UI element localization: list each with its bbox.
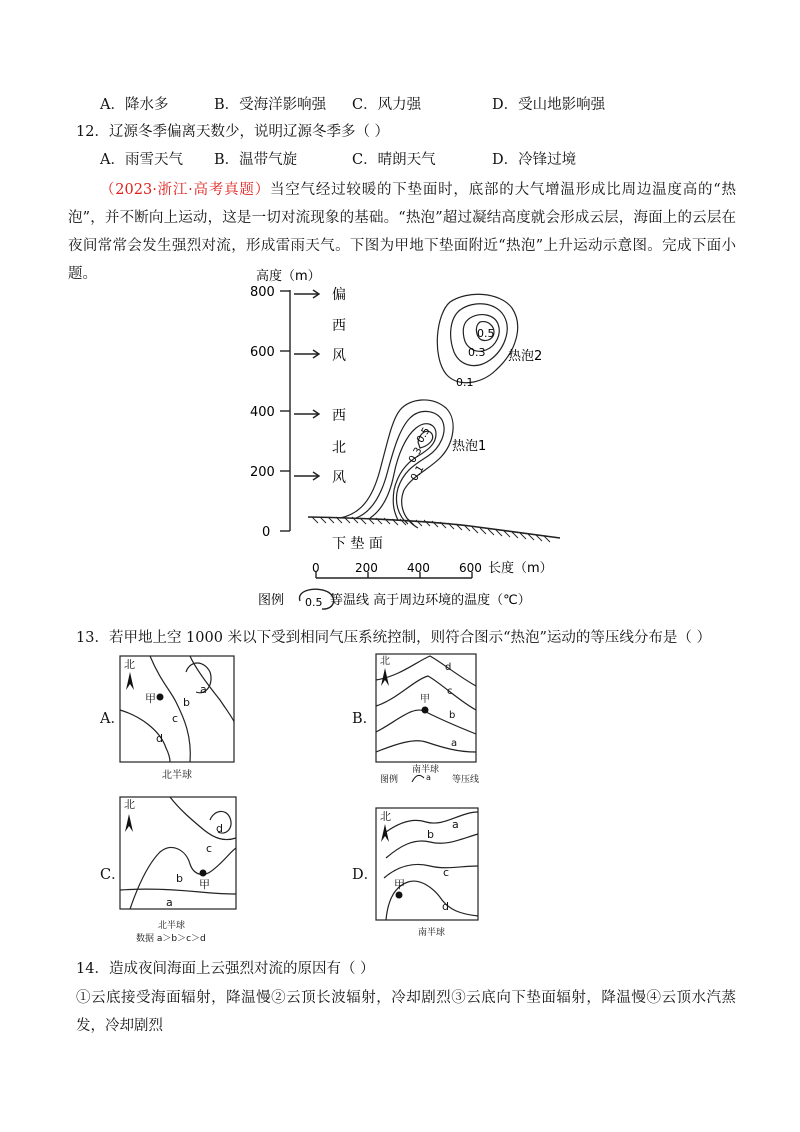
map-a-iso-d: d [156, 732, 163, 745]
map-a-caption: 北半球 [162, 770, 192, 781]
map-a-iso-a: a [200, 683, 207, 696]
q13-option-d: D． [352, 867, 379, 883]
y-tick-400: 400 [250, 405, 275, 420]
wind-lower-3: 风 [332, 470, 346, 486]
b2-iso-01: 0.1 [456, 376, 474, 389]
b2-iso-05: 0.5 [477, 327, 495, 340]
bubble-1-isotherms [340, 400, 453, 528]
map-c-iso-c: c [206, 842, 213, 855]
x-tick-400: 400 [407, 561, 430, 575]
map-d-iso-c: c [443, 866, 450, 879]
map-b-iso-d: d [445, 662, 452, 673]
bubble-2-label: 热泡2 [508, 349, 543, 364]
map-d-jia: 甲 [394, 878, 405, 891]
map-c-note: 数据 a＞b＞c＞d [136, 934, 206, 944]
map-b-legend: 图例 [380, 775, 399, 785]
map-c-iso-a: a [166, 896, 173, 909]
q13-stem: 13．若甲地上空 1000 米以下受到相同气压系统控制，则符合图示“热泡”运动的等压线分布是（ ） [76, 630, 712, 646]
map-c-iso-b: b [176, 872, 183, 885]
legend-text: 等温线 高于周边环境的温度（℃） [330, 593, 531, 608]
intro-text: 当空气经过较暖的下垫面时，底部的大气增温形成比周边温度高的“热泡”，并不断向上运动，这是一切对流现象的基础。“热泡”超过凝结高度就会形成云层，海面上的云层在夜间常常会发生强烈对流，形成雷雨天气。下图为甲地下垫面附近“热泡”上升运动示意图。完成下面小题。 [68, 182, 736, 282]
map-a-iso-b: b [183, 696, 190, 709]
q12-option-d: D．冷锋过境 [492, 152, 577, 168]
y-tick-0: 0 [262, 525, 271, 540]
map-c-north: 北 [124, 798, 135, 811]
map-b-iso-c: c [447, 686, 453, 697]
b1-iso-01: 0.1 [409, 463, 427, 483]
x-tick-200: 200 [355, 561, 378, 575]
map-a-jia: 甲 [145, 692, 156, 705]
b1-iso-03: 0.3 [407, 445, 425, 465]
q11-option-b: B．受海洋影响强 [214, 97, 327, 113]
q12-option-c: C．晴朗天气 [352, 152, 436, 168]
q11-option-d: D．受山地影响强 [492, 97, 606, 113]
map-b-iso-b: b [449, 710, 456, 721]
map-b-legend-text: 等压线 [452, 775, 480, 785]
wind-upper-1: 偏 [332, 287, 346, 303]
map-b-north: 北 [380, 656, 390, 667]
q13-option-c: C． [100, 867, 126, 883]
q11-option-a: A．降水多 [100, 97, 169, 113]
q13-option-a: A． [100, 711, 125, 727]
y-tick-600: 600 [250, 345, 275, 360]
q12-option-b: B．温带气旋 [214, 152, 298, 168]
q11-option-c: C．风力强 [352, 97, 422, 113]
wind-upper-2: 西 [332, 318, 346, 334]
surface-label: 下 垫 面 [332, 536, 383, 552]
legend-value: 0.5 [305, 596, 323, 609]
map-d-iso-d: d [442, 900, 449, 913]
map-b-jia: 甲 [420, 694, 430, 705]
x-axis-label: 长度（m） [488, 561, 553, 576]
y-tick-200: 200 [250, 465, 275, 480]
map-c-caption: 北半球 [158, 921, 186, 931]
map-d-north: 北 [380, 810, 391, 823]
q12-option-a: A．雨雪天气 [100, 152, 183, 168]
y-tick-800: 800 [250, 285, 275, 300]
q14-stem: 14．造成夜间海面上云强烈对流的原因有（ ） [76, 961, 375, 977]
wind-lower-1: 西 [332, 408, 346, 424]
map-c-jia: 甲 [199, 878, 210, 891]
map-d-iso-b: b [427, 828, 434, 841]
source-tag: （2023·浙江·高考真题） [100, 182, 270, 198]
legend-title: 图例 [258, 593, 285, 608]
map-d-iso-a: a [452, 818, 459, 831]
map-c-iso-d: d [216, 822, 223, 835]
map-a-iso-c: c [172, 712, 179, 725]
wind-lower-2: 北 [332, 440, 346, 456]
q12-stem: 12．辽源冬季偏离天数少，说明辽源冬季多（ ） [76, 124, 390, 140]
q14-statements: ①云底接受海面辐射，降温慢②云顶长波辐射，冷却剧烈③云底向下垫面辐射，降温慢④云顶水汽蒸发，冷却剧烈 [76, 990, 736, 1034]
map-a-north: 北 [124, 658, 135, 671]
x-tick-600: 600 [459, 561, 482, 575]
bubble-1-label: 热泡1 [452, 439, 487, 454]
x-tick-0: 0 [312, 561, 320, 575]
b2-iso-03: 0.3 [468, 346, 486, 359]
map-b-legend-a: a [426, 773, 431, 782]
map-b-iso-a: a [451, 738, 458, 749]
map-d-caption: 南半球 [418, 928, 446, 938]
wind-upper-3: 风 [332, 348, 346, 364]
q13-option-b: B． [352, 711, 378, 727]
b1-iso-05: 0.5 [415, 425, 433, 445]
map-b-caption: 南半球 [412, 765, 440, 775]
y-axis-label: 高度（m） [256, 269, 321, 284]
